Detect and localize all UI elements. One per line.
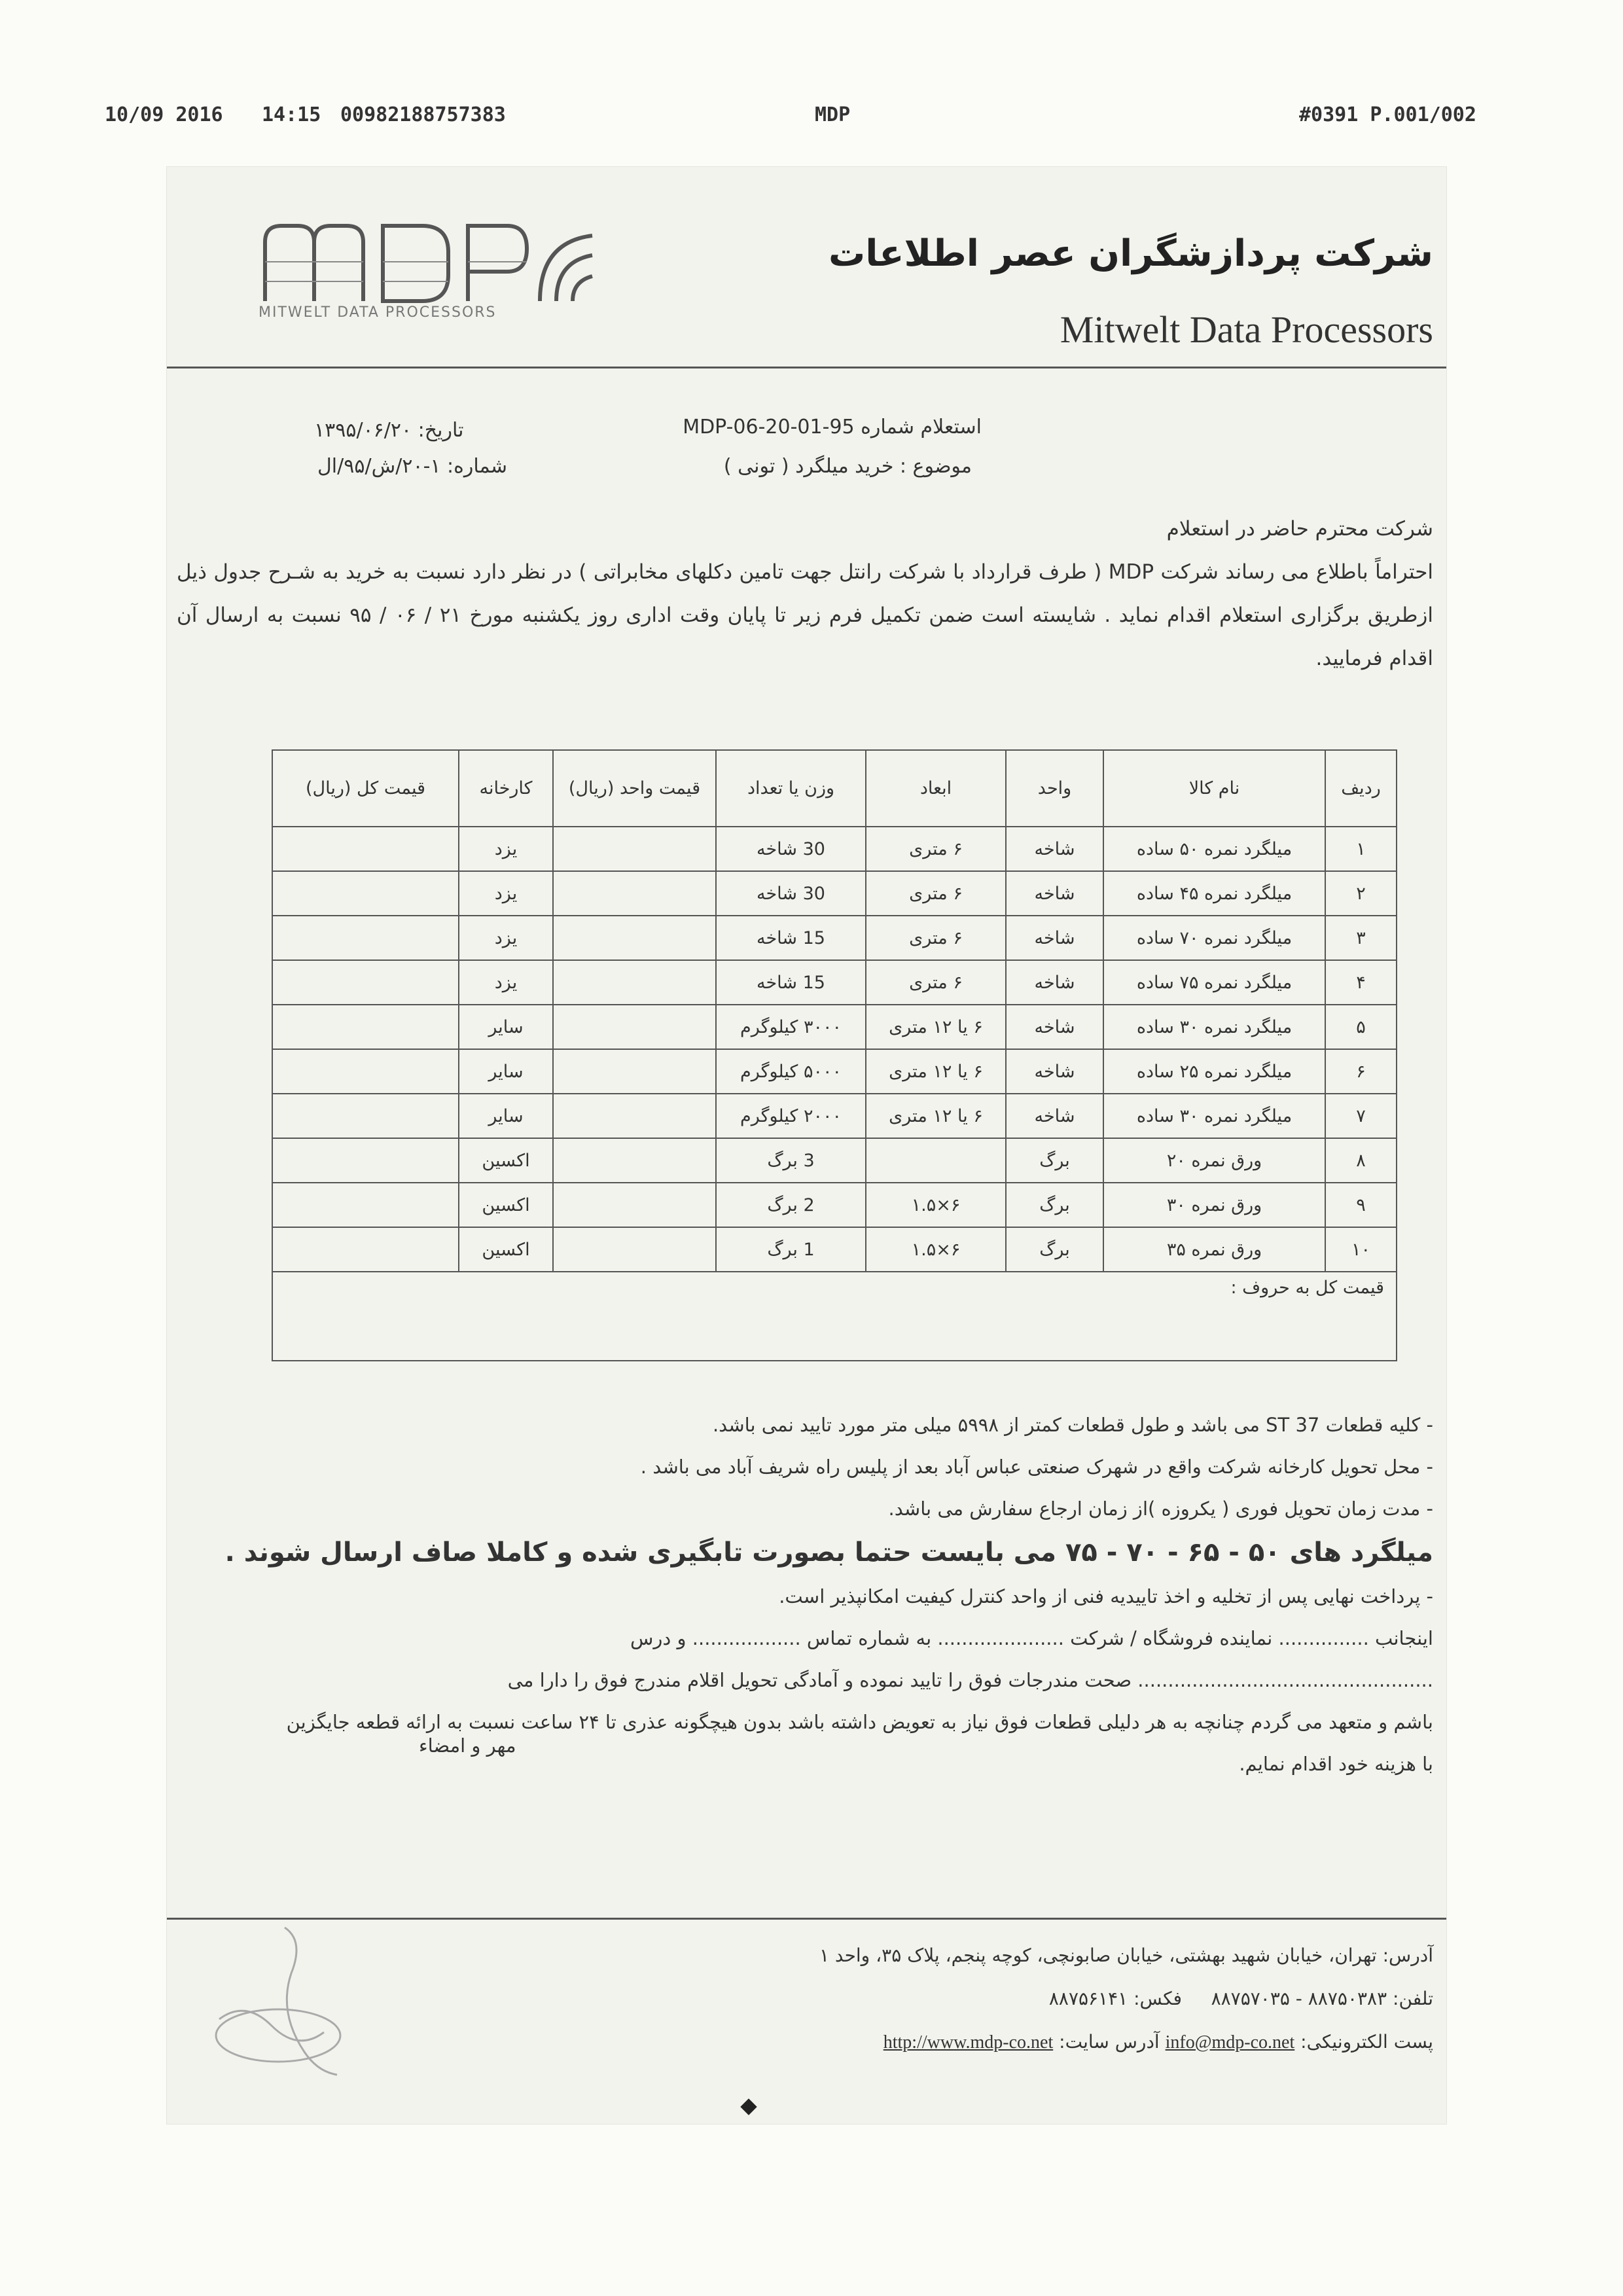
- important-note: میلگرد های ۵۰ - ۶۵ - ۷۰ - ۷۵ می بایست حتما بصورت تابگیری شده و کاملا صاف ارسال شوند .: [224, 1537, 1433, 1568]
- subject-line: موضوع : خرید میلگرد ( تونی ): [723, 455, 972, 478]
- footer: [177, 1934, 1433, 2064]
- col-header-dimensions: ابعاد: [866, 750, 1006, 827]
- fax-number: 00982188757383: [340, 103, 506, 126]
- items-table: [272, 749, 1397, 1361]
- cell-unit: شاخه: [1006, 1049, 1103, 1094]
- note-item: - محل تحویل کارخانه شرکت واقع در شهرک صنعتی عباس آباد بعد از پلیس راه شریف آباد می باشد .: [640, 1456, 1433, 1478]
- website-link[interactable]: http://www.mdp-co.net: [883, 2032, 1054, 2053]
- logo-subtitle: MITWELT DATA PROCESSORS: [259, 304, 497, 321]
- cell-row-no: ۹: [1325, 1183, 1397, 1227]
- notes-section: [177, 1404, 1433, 1785]
- email-label: پست الکترونیکی:: [1300, 2031, 1433, 2053]
- cell-dimensions: ۶ متری: [866, 916, 1006, 960]
- header-divider: [167, 367, 1446, 368]
- cell-quantity: ۵۰۰۰ کیلوگرم: [716, 1049, 866, 1094]
- declaration-line: ................................................. صحت مندرجات فوق را تایید نموده و آمادگی تحویل اقلام مندرج فوق را دارا می: [507, 1669, 1433, 1691]
- table-row: [272, 916, 1397, 960]
- cell-dimensions: ۶ یا ۱۲ متری: [866, 1094, 1006, 1138]
- cell-quantity: 30 شاخه: [716, 871, 866, 916]
- salutation: شرکت محترم حاضر در استعلام: [1166, 517, 1433, 541]
- cell-factory: اکسین: [459, 1138, 553, 1183]
- signature-label: مهر و امضاء: [419, 1734, 516, 1757]
- cell-factory: اکسین: [459, 1227, 553, 1272]
- cell-unit: برگ: [1006, 1138, 1103, 1183]
- cell-unit: شاخه: [1006, 871, 1103, 916]
- col-header-row-no: ردیف: [1325, 750, 1397, 827]
- cell-factory: یزد: [459, 871, 553, 916]
- col-header-factory: کارخانه: [459, 750, 553, 827]
- cell-unit: شاخه: [1006, 827, 1103, 871]
- phone-label: تلفن:: [1393, 1988, 1433, 2009]
- cell-item-name: ورق نمره ۲۰: [1103, 1138, 1325, 1183]
- cell-quantity: 30 شاخه: [716, 827, 866, 871]
- fax-label: فکس:: [1133, 1988, 1183, 2009]
- table-row: [272, 1227, 1397, 1272]
- cell-unit: شاخه: [1006, 960, 1103, 1005]
- cell-quantity: 1 برگ: [716, 1227, 866, 1272]
- cell-factory: یزد: [459, 916, 553, 960]
- table-row: [272, 827, 1397, 871]
- cell-item-name: ورق نمره ۳۰: [1103, 1183, 1325, 1227]
- cell-total-price[interactable]: [272, 1183, 459, 1227]
- table-row: [272, 1183, 1397, 1227]
- cell-row-no: ۱: [1325, 827, 1397, 871]
- bullet-mark: [740, 2098, 757, 2115]
- cell-item-name: میلگرد نمره ۷۵ ساده: [1103, 960, 1325, 1005]
- cell-dimensions: ۶ یا ۱۲ متری: [866, 1005, 1006, 1049]
- cell-total-price[interactable]: [272, 960, 459, 1005]
- total-row: [272, 1272, 1397, 1361]
- table-row: [272, 1094, 1397, 1138]
- declaration-line: اینجانب ............... نماینده فروشگاه / شرکت ..................... به شماره تماس .................. و درس: [630, 1627, 1433, 1649]
- cell-quantity: 15 شاخه: [716, 960, 866, 1005]
- cell-item-name: میلگرد نمره ۲۵ ساده: [1103, 1049, 1325, 1094]
- cell-unit-price[interactable]: [553, 1227, 716, 1272]
- cell-factory: سایر: [459, 1094, 553, 1138]
- cell-row-no: ۵: [1325, 1005, 1397, 1049]
- phone-numbers: ۸۸۷۵۰۳۸۳ - ۸۸۷۵۷۰۳۵: [1211, 1988, 1387, 2009]
- company-name-en: Mitwelt Data Processors: [1060, 308, 1433, 351]
- footer-address: آدرس: تهران، خیابان شهید بهشتی، خیابان صابونچی، کوچه پنجم، پلاک ۳۵، واحد ۱: [819, 1945, 1433, 1966]
- table-row: [272, 1138, 1397, 1183]
- cell-total-price[interactable]: [272, 1094, 459, 1138]
- cell-item-name: میلگرد نمره ۳۰ ساده: [1103, 1005, 1325, 1049]
- cell-unit: برگ: [1006, 1227, 1103, 1272]
- cell-unit-price[interactable]: [553, 960, 716, 1005]
- cell-quantity: ۳۰۰۰ کیلوگرم: [716, 1005, 866, 1049]
- total-in-words-label[interactable]: قیمت کل به حروف :: [272, 1272, 1397, 1361]
- cell-unit-price[interactable]: [553, 1049, 716, 1094]
- declaration-line: باشم و متعهد می گردم چنانچه به هر دلیلی قطعات فوق نیاز به تعویض داشته باشد بدون هیچگونه عذری تا ۲۴ ساعت نسبت به ارائه قطعه جایگزین: [286, 1711, 1433, 1733]
- cell-unit-price[interactable]: [553, 1005, 716, 1049]
- cell-factory: سایر: [459, 1049, 553, 1094]
- cell-unit: شاخه: [1006, 916, 1103, 960]
- cell-total-price[interactable]: [272, 1005, 459, 1049]
- table-row: [272, 1005, 1397, 1049]
- letter-date: تاریخ: ۱۳۹۵/۰۶/۲۰: [314, 419, 464, 442]
- cell-factory: یزد: [459, 960, 553, 1005]
- cell-factory: اکسین: [459, 1183, 553, 1227]
- cell-total-price[interactable]: [272, 916, 459, 960]
- fax-value: ۸۸۷۵۶۱۴۱: [1048, 1988, 1128, 2009]
- cell-total-price[interactable]: [272, 1049, 459, 1094]
- cell-unit: برگ: [1006, 1183, 1103, 1227]
- fax-time: 14:15: [262, 103, 321, 126]
- cell-unit-price[interactable]: [553, 1138, 716, 1183]
- declaration-line: با هزینه خود اقدام نمایم.: [1239, 1753, 1433, 1775]
- footer-divider: [167, 1918, 1446, 1920]
- cell-dimensions: ۶ متری: [866, 960, 1006, 1005]
- letter-page: [167, 167, 1446, 2124]
- fax-page: #0391 P.001/002: [1299, 103, 1476, 126]
- note-item: - مدت زمان تحویل فوری ( یکروزه )از زمان ارجاع سفارش می باشد.: [888, 1498, 1433, 1520]
- fax-sender: MDP: [815, 103, 851, 126]
- inquiry-number: استعلام شماره 95-MDP-06-20-01: [683, 416, 982, 439]
- cell-factory: سایر: [459, 1005, 553, 1049]
- cell-row-no: ۲: [1325, 871, 1397, 916]
- cell-quantity: 15 شاخه: [716, 916, 866, 960]
- cell-row-no: ۸: [1325, 1138, 1397, 1183]
- cell-factory: یزد: [459, 827, 553, 871]
- table-row: [272, 960, 1397, 1005]
- letter-number: شماره: ۱-۲۰/ش/۹۵/ال: [317, 455, 507, 478]
- cell-dimensions: ۶×۱.۵: [866, 1227, 1006, 1272]
- letter-body: [177, 507, 1433, 680]
- col-header-quantity: وزن یا تعداد: [716, 750, 866, 827]
- col-header-unit-price: قیمت واحد (ریال): [553, 750, 716, 827]
- cell-row-no: ۷: [1325, 1094, 1397, 1138]
- col-header-total-price: قیمت کل (ریال): [272, 750, 459, 827]
- cell-unit-price[interactable]: [553, 827, 716, 871]
- cell-dimensions: ۶×۱.۵: [866, 1183, 1006, 1227]
- cell-dimensions: [866, 1138, 1006, 1183]
- fax-date: 10/09 2016: [105, 103, 223, 126]
- company-name-fa: شرکت پردازشگران عصر اطلاعات: [828, 232, 1433, 275]
- fax-header: [0, 103, 1623, 130]
- cell-unit-price[interactable]: [553, 916, 716, 960]
- footer-online: [177, 2020, 1433, 2064]
- email-link[interactable]: info@mdp-co.net: [1165, 2032, 1295, 2053]
- intro-paragraph: احتراماً باطلاع می رساند شرکت MDP ( طرف قرارداد با شرکت رانتل جهت تامین دکلهای مخابراتی ) در نظر دارد نسبت به خرید به شـرح جدول ذیل ازطریق برگزاری استعلام اقدام نماید . شایسته است ضمن تکمیل فرم زیر تا پایان وقت اداری روز یکشنبه مورخ ۲۱ / ۰۶ / ۹۵ نسبت به ارسال آن اقدام فرمایید.: [177, 560, 1434, 670]
- cell-row-no: ۱۰: [1325, 1227, 1397, 1272]
- cell-total-price[interactable]: [272, 1138, 459, 1183]
- cell-total-price[interactable]: [272, 1227, 459, 1272]
- table-row: [272, 871, 1397, 916]
- stamp-signature: [206, 1921, 350, 2078]
- cell-dimensions: ۶ متری: [866, 827, 1006, 871]
- cell-row-no: ۴: [1325, 960, 1397, 1005]
- cell-row-no: ۳: [1325, 916, 1397, 960]
- cell-dimensions: ۶ یا ۱۲ متری: [866, 1049, 1006, 1094]
- cell-quantity: 3 برگ: [716, 1138, 866, 1183]
- cell-item-name: میلگرد نمره ۷۰ ساده: [1103, 916, 1325, 960]
- col-header-item-name: نام کالا: [1103, 750, 1325, 827]
- website-label: آدرس سایت:: [1059, 2031, 1160, 2053]
- cell-item-name: میلگرد نمره ۳۰ ساده: [1103, 1094, 1325, 1138]
- cell-unit: شاخه: [1006, 1005, 1103, 1049]
- cell-item-name: ورق نمره ۳۵: [1103, 1227, 1325, 1272]
- cell-unit-price[interactable]: [553, 871, 716, 916]
- cell-item-name: میلگرد نمره ۴۵ ساده: [1103, 871, 1325, 916]
- cell-total-price[interactable]: [272, 827, 459, 871]
- note-item: - کلیه قطعات ST 37 می باشد و طول قطعات کمتر از ۵۹۹۸ میلی متر مورد تایید نمی باشد.: [712, 1414, 1433, 1436]
- cell-row-no: ۶: [1325, 1049, 1397, 1094]
- cell-unit: شاخه: [1006, 1094, 1103, 1138]
- cell-quantity: 2 برگ: [716, 1183, 866, 1227]
- col-header-unit: واحد: [1006, 750, 1103, 827]
- table-header-row: [272, 750, 1397, 827]
- mdp-logo: [259, 216, 599, 308]
- cell-total-price[interactable]: [272, 871, 459, 916]
- table-row: [272, 1049, 1397, 1094]
- cell-dimensions: ۶ متری: [866, 871, 1006, 916]
- payment-note: - پرداخت نهایی پس از تخلیه و اخذ تاییدیه فنی از واحد کنترل کیفیت امکانپذیر است.: [779, 1585, 1433, 1607]
- cell-quantity: ۲۰۰۰ کیلوگرم: [716, 1094, 866, 1138]
- cell-unit-price[interactable]: [553, 1094, 716, 1138]
- cell-unit-price[interactable]: [553, 1183, 716, 1227]
- cell-item-name: میلگرد نمره ۵۰ ساده: [1103, 827, 1325, 871]
- footer-contacts: [177, 1977, 1433, 2020]
